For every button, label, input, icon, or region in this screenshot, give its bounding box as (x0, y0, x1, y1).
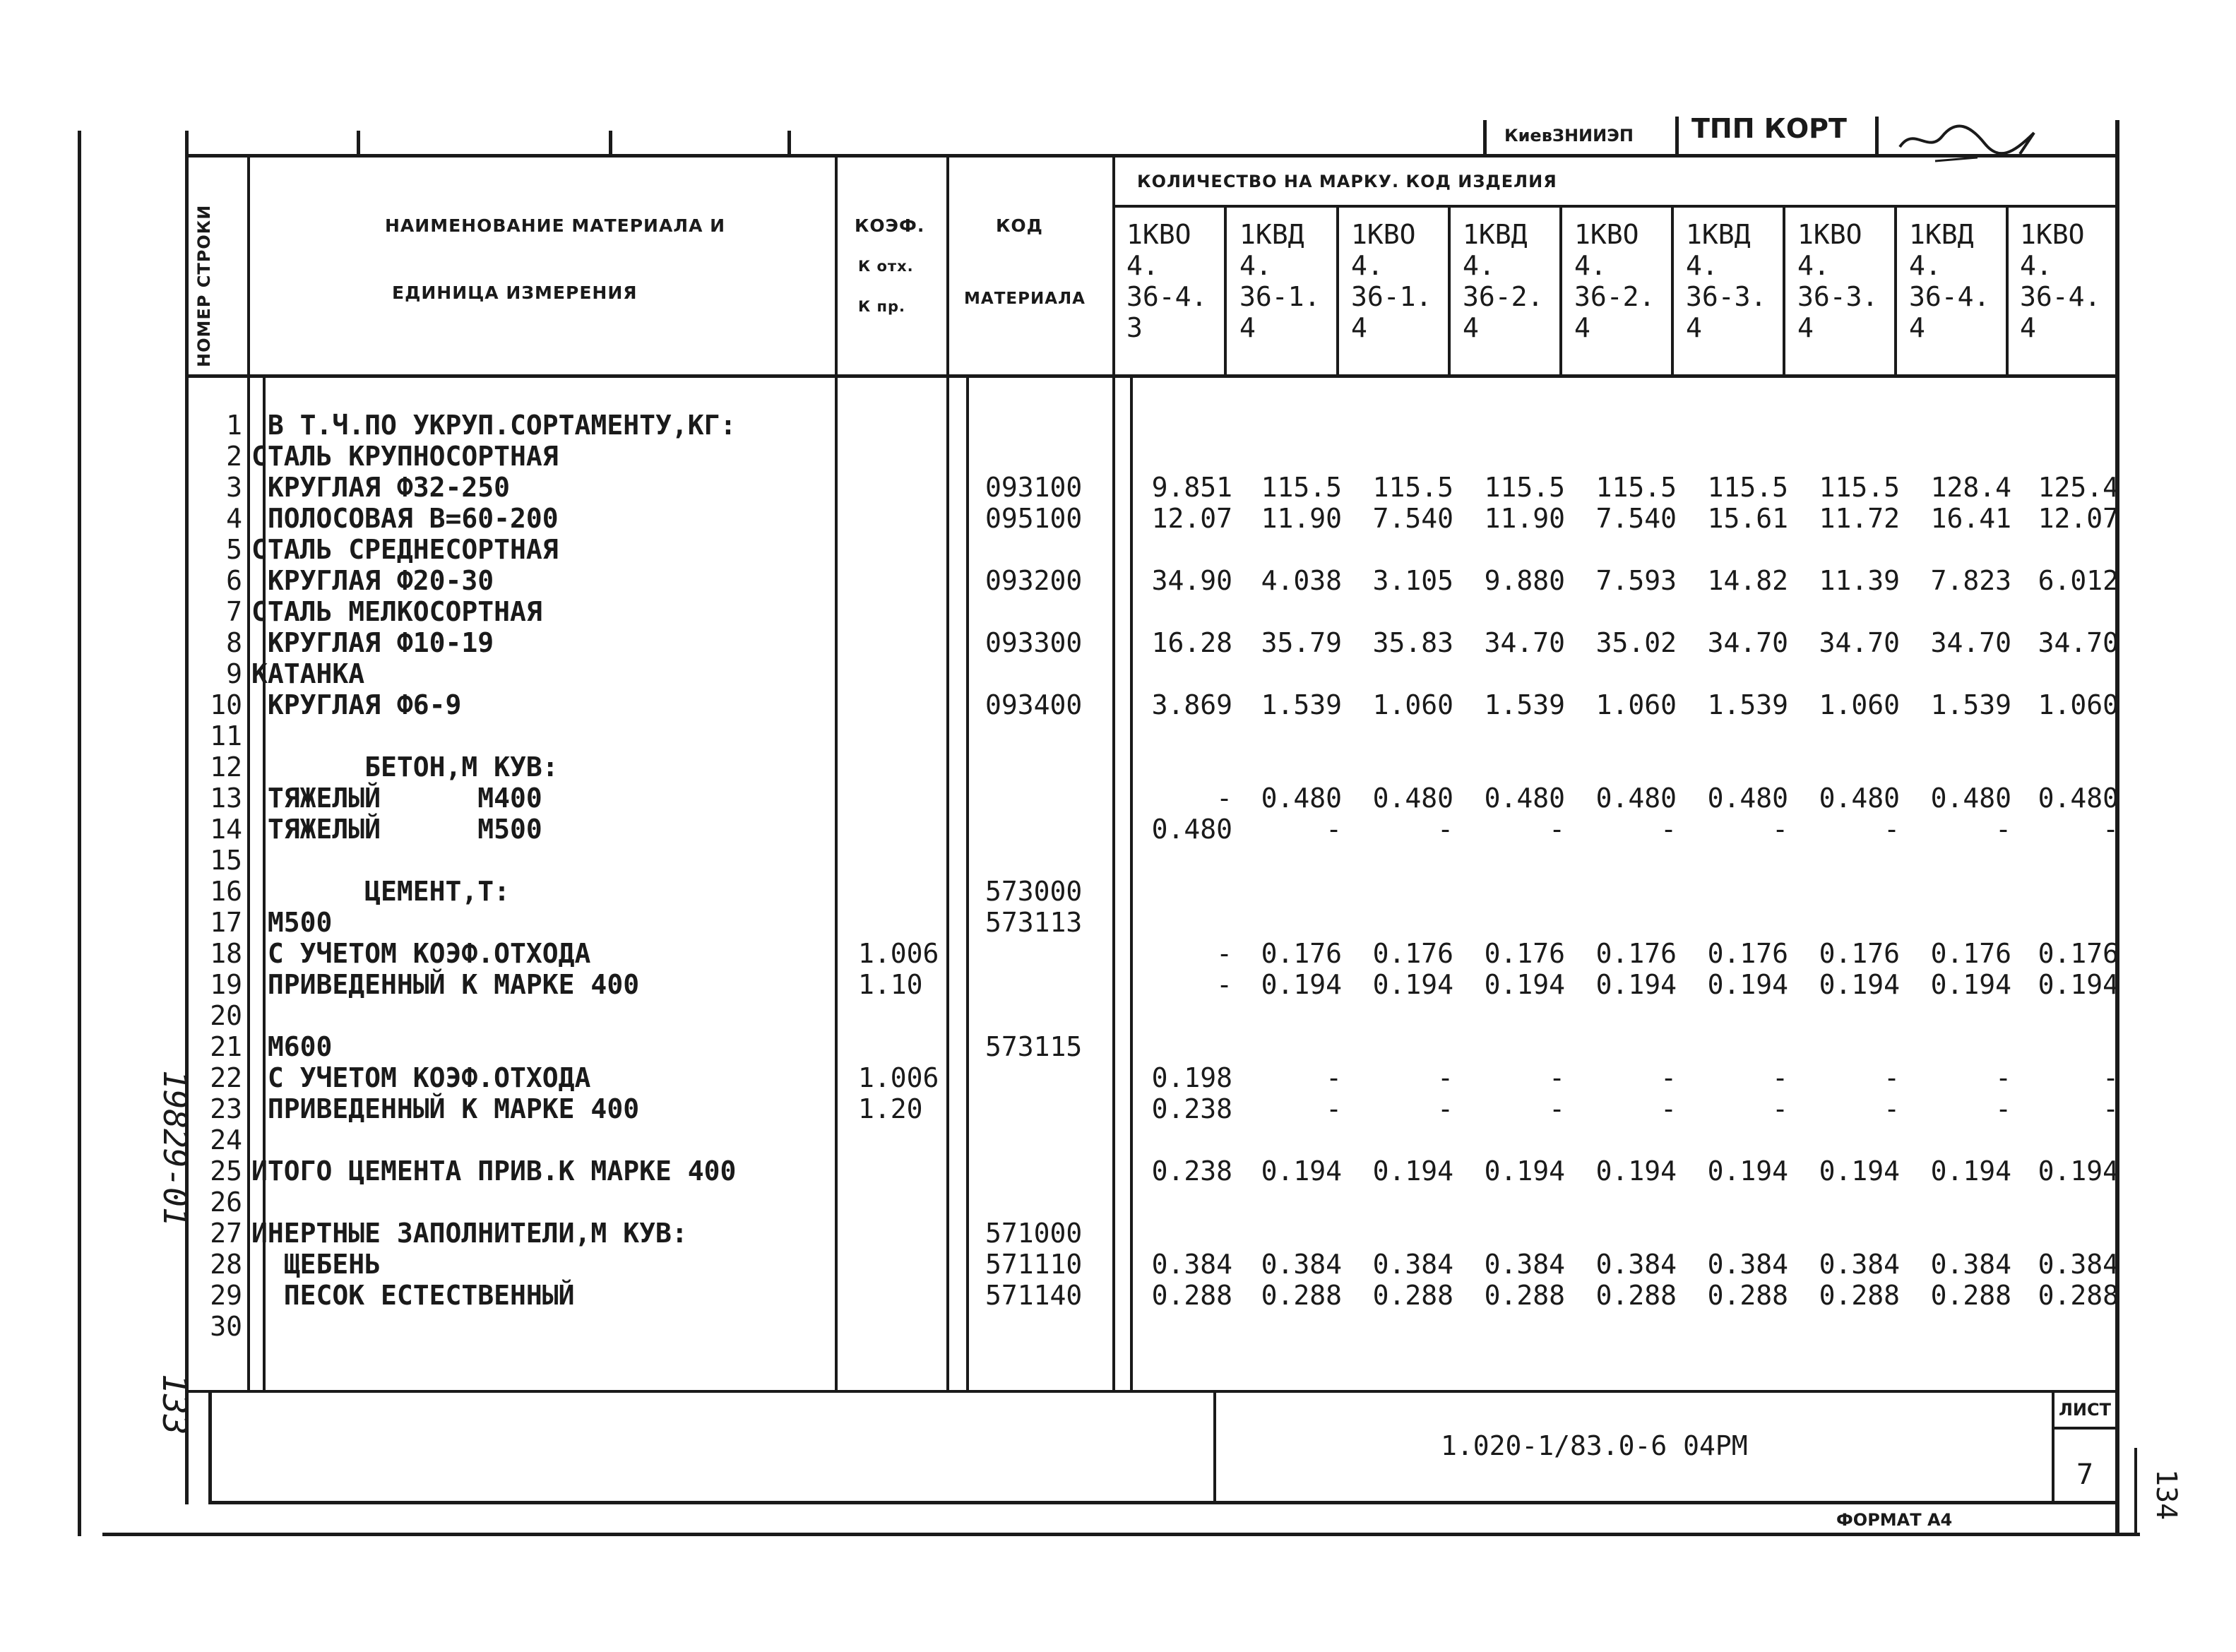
quantity-value: 0.480 (1930, 783, 2011, 814)
quantity-value: - (1660, 814, 1677, 845)
doc-code: 1.020-1/83.0-6 04РМ (1441, 1430, 1748, 1461)
quantity-value: 9.851 (1151, 472, 1232, 503)
quantity-value: 0.384 (2038, 1249, 2119, 1280)
signature (1893, 112, 2048, 175)
material-name: БЕТОН,М КУВ: (251, 751, 559, 783)
quantity-value: 3.869 (1151, 689, 1232, 720)
quantity-value: - (1772, 814, 1788, 845)
material-code: 571110 (985, 1249, 1083, 1280)
quantity-value: - (1772, 1062, 1788, 1093)
material-code: 093400 (985, 689, 1083, 720)
product-code-l1: 1КВО (1797, 219, 1862, 250)
right-mark-line (2134, 1448, 2137, 1536)
quantity-value: 0.480 (1261, 783, 1342, 814)
col-sep-name (835, 154, 838, 1391)
quantity-value: 0.194 (1819, 1155, 1900, 1187)
sheet-box-left (2052, 1390, 2054, 1503)
product-code-l4: 4 (1463, 312, 1479, 343)
quantity-value: - (2103, 1062, 2119, 1093)
product-code-l3: 36-4. (1909, 281, 1990, 312)
prod-col-sep (2006, 205, 2009, 376)
quantity-value: 1.060 (2038, 689, 2119, 720)
quantity-value: 34.70 (2038, 627, 2119, 658)
material-name: СТАЛЬ МЕЛКОСОРТНАЯ (251, 596, 542, 627)
stamp-org: КиевЗНИИЭП (1504, 126, 1634, 145)
quantity-value: 1.539 (1261, 689, 1342, 720)
quantity-value: - (1884, 1093, 1900, 1124)
footer-divider (1213, 1390, 1216, 1503)
product-code-l2: 4. (1239, 250, 1272, 281)
header-name-line2: ЕДИНИЦА ИЗМЕРЕНИЯ (392, 283, 638, 303)
material-name: ЩЕБЕНЬ (251, 1249, 381, 1280)
prod-col-sep (1448, 205, 1451, 376)
quantity-value: - (1995, 814, 2011, 845)
material-name: СТАЛЬ СРЕДНЕСОРТНАЯ (251, 534, 559, 565)
row-number: 8 (226, 627, 242, 658)
quantity-value: 7.540 (1595, 503, 1677, 534)
material-name: ТЯЖЕЛЫЙ М500 (251, 814, 542, 845)
outer-left-border (78, 131, 81, 1536)
product-code-l4: 4 (1686, 312, 1702, 343)
row-number: 16 (210, 876, 242, 907)
header-quantity: КОЛИЧЕСТВО НА МАРКУ. КОД ИЗДЕЛИЯ (1137, 172, 1557, 191)
product-code-l3: 36-2. (1574, 281, 1655, 312)
product-code-l2: 4. (1126, 250, 1159, 281)
row-number: 4 (226, 503, 242, 534)
material-code: 093200 (985, 565, 1083, 596)
quantity-value: 0.384 (1930, 1249, 2011, 1280)
stamp-tick (1875, 117, 1879, 155)
quantity-value: 0.176 (1484, 938, 1565, 969)
product-code-l4: 4 (1239, 312, 1256, 343)
quantity-value: - (1660, 1093, 1677, 1124)
quantity-value: - (1884, 1062, 1900, 1093)
quantity-value: 0.194 (1484, 1155, 1565, 1187)
header-code-line2: МАТЕРИАЛА (964, 290, 1086, 308)
quantity-value: 0.288 (1595, 1280, 1677, 1311)
quantity-value: 0.194 (1819, 969, 1900, 1000)
quantity-value: 15.61 (1707, 503, 1788, 534)
product-code-l1: 1КВД (1239, 219, 1304, 250)
quantity-value: 0.384 (1819, 1249, 1900, 1280)
quantity-value: 0.194 (1261, 969, 1342, 1000)
material-name: ИТОГО ЦЕМЕНТА ПРИВ.К МАРКЕ 400 (251, 1155, 737, 1187)
material-code: 571000 (985, 1218, 1083, 1249)
product-code-l3: 36-1. (1239, 281, 1321, 312)
material-name: СТАЛЬ КРУПНОСОРТНАЯ (251, 441, 559, 472)
row-number: 7 (226, 596, 242, 627)
quantity-value: - (1549, 1093, 1565, 1124)
material-name: КРУГЛАЯ Ф6-9 (251, 689, 462, 720)
quantity-value: 0.288 (1930, 1280, 2011, 1311)
row-number: 17 (210, 907, 242, 938)
material-code: 093300 (985, 627, 1083, 658)
quantity-value: 0.288 (1151, 1280, 1232, 1311)
row-number: 24 (210, 1124, 242, 1155)
product-code-l4: 4 (1797, 312, 1814, 343)
row-number: 22 (210, 1062, 242, 1093)
row-number: 18 (210, 938, 242, 969)
quantity-value: 0.384 (1261, 1249, 1342, 1280)
row-number: 14 (210, 814, 242, 845)
table-bottom-line (185, 1390, 2117, 1393)
quantity-value: - (1437, 1062, 1453, 1093)
quantity-value: 125.4 (2038, 472, 2119, 503)
quantity-value: 0.194 (1372, 1155, 1453, 1187)
inner-left-border (185, 131, 189, 1504)
row-number: 9 (226, 658, 242, 689)
product-code-l4: 4 (1574, 312, 1590, 343)
quantity-value: - (1326, 814, 1342, 845)
quantity-value: 115.5 (1261, 472, 1342, 503)
sheet-number: 7 (2076, 1458, 2094, 1491)
quantity-value: 0.480 (1595, 783, 1677, 814)
quantity-value: 115.5 (1819, 472, 1900, 503)
quantity-value: - (1884, 814, 1900, 845)
prod-col-sep (1224, 205, 1227, 376)
header-coef-title: КОЭФ. (855, 215, 925, 236)
quantity-value: 34.70 (1930, 627, 2011, 658)
quantity-value: 11.90 (1261, 503, 1342, 534)
format-label: ФОРМАТ А4 (1836, 1510, 1953, 1530)
quantity-value: 0.480 (1819, 783, 1900, 814)
row-number: 3 (226, 472, 242, 503)
quantity-value: 34.90 (1151, 565, 1232, 596)
product-code-l1: 1КВО (2020, 219, 2085, 250)
quantity-value: 0.194 (2038, 1155, 2119, 1187)
footer-left-border (208, 1390, 212, 1504)
material-name: ПРИВЕДЕННЫЙ К МАРКЕ 400 (251, 1093, 640, 1124)
prod-col-sep (1559, 205, 1562, 376)
quantity-value: 0.384 (1707, 1249, 1788, 1280)
material-name: С УЧЕТОМ КОЭФ.ОТХОДА (251, 938, 591, 969)
quantity-value: 6.012 (2038, 565, 2119, 596)
prod-col-sep (1783, 205, 1785, 376)
quantity-value: 35.83 (1372, 627, 1453, 658)
quantity-value: 16.28 (1151, 627, 1232, 658)
product-code-l1: 1КВД (1463, 219, 1528, 250)
row-number: 29 (210, 1280, 242, 1311)
coefficient: 1.20 (858, 1093, 923, 1124)
product-code-l4: 4 (2020, 312, 2036, 343)
row-number: 5 (226, 534, 242, 565)
row-number: 21 (210, 1031, 242, 1062)
quantity-value: - (1660, 1062, 1677, 1093)
header-name-line1: НАИМЕНОВАНИЕ МАТЕРИАЛА И (385, 215, 726, 236)
row-number: 20 (210, 1000, 242, 1031)
quantity-value: - (1326, 1062, 1342, 1093)
quantity-value: - (1437, 1093, 1453, 1124)
coefficient: 1.10 (858, 969, 923, 1000)
quantity-value: - (1549, 1062, 1565, 1093)
quantity-value: 0.480 (1372, 783, 1453, 814)
quantity-value: 7.593 (1595, 565, 1677, 596)
quantity-value: 0.176 (1707, 938, 1788, 969)
header-coef-pr: К пр. (858, 298, 905, 315)
stamp-tick (1675, 117, 1679, 155)
quantity-value: 34.70 (1707, 627, 1788, 658)
quantity-value: 128.4 (1930, 472, 2011, 503)
quantity-value: 115.5 (1484, 472, 1565, 503)
row-number: 26 (210, 1187, 242, 1218)
bottom-base-line (102, 1533, 2140, 1536)
product-code-l2: 4. (1351, 250, 1384, 281)
quantity-value: - (1326, 1093, 1342, 1124)
quantity-value: 115.5 (1707, 472, 1788, 503)
quantity-value: 0.194 (1372, 969, 1453, 1000)
quantity-value: - (1216, 783, 1232, 814)
top-tick (357, 131, 360, 155)
sheet-label: ЛИСТ (2059, 1400, 2112, 1420)
side-number: 133 (155, 1374, 194, 1435)
quantity-value: 1.060 (1819, 689, 1900, 720)
quantity-value: 0.176 (1595, 938, 1677, 969)
quantity-value: 0.176 (1930, 938, 2011, 969)
quantity-value: 12.07 (2038, 503, 2119, 534)
quantity-value: - (1995, 1062, 2011, 1093)
product-code-l2: 4. (1686, 250, 1718, 281)
quantity-value: 0.176 (1261, 938, 1342, 969)
footer-bottom-line (208, 1501, 2115, 1504)
row-number: 1 (226, 410, 242, 441)
product-code-l1: 1КВД (1909, 219, 1974, 250)
quantity-value: 0.194 (1707, 969, 1788, 1000)
quantity-value: 115.5 (1372, 472, 1453, 503)
coefficient: 1.006 (858, 938, 939, 969)
quantity-value: 0.194 (1484, 969, 1565, 1000)
product-code-l2: 4. (1909, 250, 1941, 281)
row-number: 19 (210, 969, 242, 1000)
product-code-l4: 4 (1351, 312, 1367, 343)
quantity-value: 14.82 (1707, 565, 1788, 596)
quantity-value: 0.384 (1372, 1249, 1453, 1280)
quantity-value: 3.105 (1372, 565, 1453, 596)
product-code-l3: 36-1. (1351, 281, 1432, 312)
header-row-number: НОМЕР СТРОКИ (194, 204, 214, 367)
material-code: 573113 (985, 907, 1083, 938)
quantity-value: 11.90 (1484, 503, 1565, 534)
quantity-value: 0.480 (1151, 814, 1232, 845)
row-number: 25 (210, 1155, 242, 1187)
product-code-l2: 4. (1797, 250, 1830, 281)
quantity-value: 0.194 (1930, 1155, 2011, 1187)
material-code: 093100 (985, 472, 1083, 503)
quantity-value: 35.79 (1261, 627, 1342, 658)
product-code-l3: 36-3. (1797, 281, 1879, 312)
row-number: 23 (210, 1093, 242, 1124)
product-code-l3: 36-4. (1126, 281, 1208, 312)
quantity-value: - (1995, 1093, 2011, 1124)
quantity-value: 1.539 (1484, 689, 1565, 720)
material-code: 573000 (985, 876, 1083, 907)
material-name: КРУГЛАЯ Ф20-30 (251, 565, 494, 596)
quantity-value: 0.288 (1261, 1280, 1342, 1311)
quantity-value: 0.480 (1707, 783, 1788, 814)
quantity-value: 0.194 (1707, 1155, 1788, 1187)
quantity-value: 0.288 (1484, 1280, 1565, 1311)
product-code-l4: 4 (1909, 312, 1925, 343)
quantity-value: 0.384 (1151, 1249, 1232, 1280)
row-number: 2 (226, 441, 242, 472)
quantity-value: - (2103, 814, 2119, 845)
quantity-value: - (1216, 938, 1232, 969)
row-number: 27 (210, 1218, 242, 1249)
quantity-value: 0.194 (1595, 1155, 1677, 1187)
quantity-value: - (1216, 969, 1232, 1000)
quantity-value: 0.194 (1261, 1155, 1342, 1187)
quantity-value: 0.288 (1819, 1280, 1900, 1311)
material-name: ПЕСОК ЕСТЕСТВЕННЫЙ (251, 1280, 575, 1311)
quantity-value: 0.288 (2038, 1280, 2119, 1311)
product-code-l3: 36-3. (1686, 281, 1767, 312)
quantity-value: 0.384 (1484, 1249, 1565, 1280)
quantity-value: 0.288 (1707, 1280, 1788, 1311)
material-name: ТЯЖЕЛЫЙ М400 (251, 783, 542, 814)
header-bottom-line (185, 374, 2117, 378)
material-name: КРУГЛАЯ Ф32-250 (251, 472, 511, 503)
coefficient: 1.006 (858, 1062, 939, 1093)
quantity-value: - (2103, 1093, 2119, 1124)
row-number: 10 (210, 689, 242, 720)
row-number: 28 (210, 1249, 242, 1280)
quantity-value: 0.288 (1372, 1280, 1453, 1311)
material-name: ИНЕРТНЫЕ ЗАПОЛНИТЕЛИ,М КУВ: (251, 1218, 688, 1249)
quantity-value: 11.72 (1819, 503, 1900, 534)
product-code-l1: 1КВО (1126, 219, 1191, 250)
material-code: 573115 (985, 1031, 1083, 1062)
quantity-value: 12.07 (1151, 503, 1232, 534)
col-sep-coef (946, 154, 949, 1391)
material-code: 095100 (985, 503, 1083, 534)
prod-col-sep (1894, 205, 1897, 376)
quantity-value: 0.194 (1930, 969, 2011, 1000)
stamp-project: ТПП КОРТ (1691, 113, 1847, 144)
quantity-value: 7.540 (1372, 503, 1453, 534)
product-code-l1: 1КВД (1686, 219, 1751, 250)
stamp-tick (1483, 120, 1487, 155)
prod-col-sep (1671, 205, 1674, 376)
quantity-value: 1.060 (1595, 689, 1677, 720)
top-tick (787, 131, 791, 155)
product-code-l2: 4. (1463, 250, 1495, 281)
material-name: КАТАНКА (251, 658, 365, 689)
material-name: М600 (251, 1031, 333, 1062)
quantity-value: - (1549, 814, 1565, 845)
material-name: В Т.Ч.ПО УКРУП.СОРТАМЕНТУ,КГ: (251, 410, 737, 441)
quantity-value: 34.70 (1484, 627, 1565, 658)
quantity-value: 1.539 (1930, 689, 2011, 720)
quantity-value: 0.194 (2038, 969, 2119, 1000)
row-number: 15 (210, 845, 242, 876)
row-number: 11 (210, 720, 242, 751)
quantity-value: 0.238 (1151, 1093, 1232, 1124)
quantity-sub-line (1112, 205, 2115, 208)
sheet-box-mid (2052, 1427, 2117, 1430)
quantity-value: - (1772, 1093, 1788, 1124)
quantity-value: - (1437, 814, 1453, 845)
material-name: ПОЛОСОВАЯ В=60-200 (251, 503, 559, 534)
quantity-value: 0.194 (1595, 969, 1677, 1000)
material-name: КРУГЛАЯ Ф10-19 (251, 627, 494, 658)
product-code-l1: 1КВО (1351, 219, 1416, 250)
quantity-value: 0.176 (2038, 938, 2119, 969)
header-coef-otx: К отх. (858, 258, 914, 275)
quantity-value: 11.39 (1819, 565, 1900, 596)
quantity-value: 115.5 (1595, 472, 1677, 503)
row-number: 30 (210, 1311, 242, 1342)
quantity-value: 0.198 (1151, 1062, 1232, 1093)
quantity-value: 0.176 (1819, 938, 1900, 969)
product-code-l3: 36-4. (2020, 281, 2101, 312)
prod-col-sep (1336, 205, 1339, 376)
top-tick (609, 131, 612, 155)
material-name: С УЧЕТОМ КОЭФ.ОТХОДА (251, 1062, 591, 1093)
row-number: 13 (210, 783, 242, 814)
quantity-value: 7.823 (1930, 565, 2011, 596)
material-code: 571140 (985, 1280, 1083, 1311)
product-code-l2: 4. (1574, 250, 1607, 281)
quantity-value: 4.038 (1261, 565, 1342, 596)
right-number: 134 (2150, 1469, 2182, 1521)
quantity-value: 16.41 (1930, 503, 2011, 534)
row-number: 12 (210, 751, 242, 783)
quantity-value: 34.70 (1819, 627, 1900, 658)
product-code-l1: 1КВО (1574, 219, 1639, 250)
row-number: 6 (226, 565, 242, 596)
quantity-value: 1.539 (1707, 689, 1788, 720)
col-sep-coef-inner (966, 374, 969, 1391)
quantity-value: 0.480 (1484, 783, 1565, 814)
product-code-l4: 3 (1126, 312, 1143, 343)
quantity-value: 0.480 (2038, 783, 2119, 814)
material-name: ПРИВЕДЕННЫЙ К МАРКЕ 400 (251, 969, 640, 1000)
product-code-l3: 36-2. (1463, 281, 1544, 312)
top-line (185, 154, 2117, 158)
side-inventory: 19829-01 (156, 1070, 194, 1227)
header-code-line1: КОД (996, 215, 1043, 236)
quantity-value: 9.880 (1484, 565, 1565, 596)
material-name: М500 (251, 907, 333, 938)
quantity-value: 0.176 (1372, 938, 1453, 969)
product-code-l2: 4. (2020, 250, 2052, 281)
quantity-value: 0.238 (1151, 1155, 1232, 1187)
quantity-value: 35.02 (1595, 627, 1677, 658)
quantity-value: 0.384 (1595, 1249, 1677, 1280)
col-sep-code (1112, 154, 1115, 1391)
col-sep-rownum (247, 154, 250, 1391)
material-name: ЦЕМЕНТ,Т: (251, 876, 511, 907)
quantity-value: 1.060 (1372, 689, 1453, 720)
